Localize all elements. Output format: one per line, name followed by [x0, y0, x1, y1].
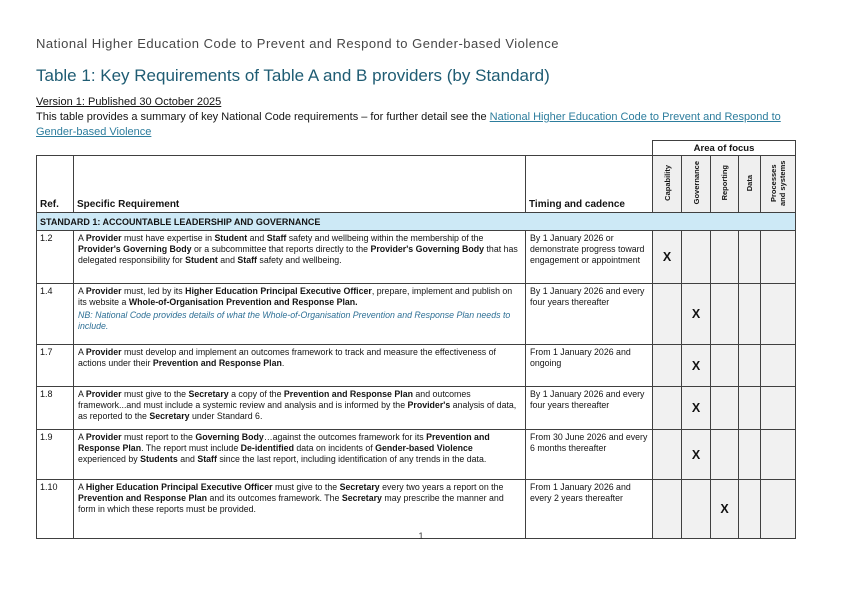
- requirement-bold-text: Gender-based Violence: [375, 443, 473, 453]
- requirement-cell: [74, 480, 526, 539]
- focus-cell-reporting: [711, 387, 739, 430]
- section-row-standard-1: [37, 213, 796, 231]
- requirement-bold-text: Staff: [266, 233, 287, 243]
- requirement-bold-text: Governing Body: [195, 432, 264, 442]
- requirement-bold-text: Secretary: [339, 482, 380, 492]
- focus-cell-governance: [682, 480, 711, 539]
- requirement-text: and: [217, 255, 238, 265]
- requirement-cell: [74, 430, 526, 480]
- requirement-text: and its outcomes framework. The: [207, 493, 342, 503]
- focus-mark: X: [691, 401, 701, 415]
- rotated-column-label: Data: [745, 174, 755, 192]
- requirement-text: A: [78, 286, 86, 296]
- focus-cell-governance: [682, 284, 711, 345]
- requirement-cell: [74, 284, 526, 345]
- area-of-focus-row: [37, 141, 796, 156]
- requirement-bold-text: Staff: [197, 454, 217, 464]
- focus-cell-processes-and-systems: [761, 480, 796, 539]
- national-code-link[interactable]: National Higher Education Code to Prevent and Respond to Gender-based Violence: [36, 111, 781, 138]
- requirement-text: A: [78, 482, 86, 492]
- requirement-text: A: [78, 389, 86, 399]
- focus-cell-capability: [653, 284, 682, 345]
- requirement-bold-text: De-identified: [240, 443, 294, 453]
- focus-cell-governance: [682, 387, 711, 430]
- focus-mark: X: [691, 307, 701, 321]
- column-header-row: [37, 156, 796, 213]
- requirement-text: must give to the: [121, 389, 189, 399]
- ref-cell: 1.10: [37, 480, 74, 539]
- rotated-column-label: Governance: [691, 161, 701, 205]
- requirement-text: may prescribe the manner and form in which these reports must be provided.: [78, 493, 504, 514]
- area-of-focus-header: Area of focus: [653, 141, 796, 156]
- focus-cell-data: [739, 345, 761, 387]
- requirement-text: every two years a report on the: [379, 482, 504, 492]
- col-header-capability: [653, 156, 682, 213]
- requirement-text: A: [78, 347, 86, 357]
- col-header-data: [739, 156, 761, 213]
- ref-cell: 1.4: [37, 284, 74, 345]
- col-header-processes-and-systems: [761, 156, 796, 213]
- section-header-standard-1: STANDARD 1: ACCOUNTABLE LEADERSHIP AND GOVERNANCE: [37, 213, 796, 231]
- table-row-1.7: [37, 345, 796, 387]
- requirement-text: that has delegated responsibility for: [78, 244, 518, 265]
- focus-cell-processes-and-systems: [761, 430, 796, 480]
- header-spacer: [37, 141, 653, 156]
- document-header: National Higher Education Code to Prevent and Respond to Gender-based Violence: [36, 36, 559, 51]
- requirement-bold-text: Secretary: [188, 389, 229, 399]
- col-header-reporting: [711, 156, 739, 213]
- focus-cell-processes-and-systems: [761, 387, 796, 430]
- focus-cell-capability: [653, 387, 682, 430]
- col-header-ref: Ref.: [37, 156, 74, 213]
- requirement-bold-text: Whole-of-Organisation Prevention and Response Plan.: [128, 297, 358, 307]
- requirement-bold-text: Provider: [85, 233, 122, 243]
- requirement-text: …against the outcomes framework for its: [263, 432, 427, 442]
- focus-mark: X: [720, 502, 729, 516]
- table-row-1.4: [37, 284, 796, 345]
- focus-cell-reporting: [711, 345, 739, 387]
- nb-note: NB: National Code provides details of what the Whole-of-Organisation Prevention and Response Plan needs to include.: [78, 310, 511, 331]
- focus-cell-capability: [653, 480, 682, 539]
- col-header-specific-requirement: Specific Requirement: [74, 156, 526, 213]
- requirement-bold-text: Secretary: [149, 411, 190, 421]
- rotated-column-label: Capability: [662, 165, 672, 201]
- requirement-bold-text: Provider: [85, 432, 122, 442]
- requirement-cell: [74, 231, 526, 284]
- requirements-table: [36, 140, 796, 539]
- focus-mark: X: [662, 250, 672, 264]
- requirement-text: a copy of the: [228, 389, 284, 399]
- requirement-bold-text: Provider: [85, 286, 122, 296]
- timing-cell: From 30 June 2026 and every 6 months thereafter: [526, 430, 653, 480]
- requirement-cell: [74, 345, 526, 387]
- focus-cell-capability: [653, 430, 682, 480]
- focus-cell-reporting: [711, 430, 739, 480]
- focus-cell-capability: [653, 345, 682, 387]
- requirement-text: . The report must include: [141, 443, 241, 453]
- focus-cell-data: [739, 430, 761, 480]
- table-row-1.2: [37, 231, 796, 284]
- table-row-1.9: [37, 430, 796, 480]
- intro-text: This table provides a summary of key National Code requirements – for further detail see the: [36, 111, 490, 123]
- focus-cell-processes-and-systems: [761, 284, 796, 345]
- requirement-bold-text: Provider: [85, 347, 122, 357]
- col-header-governance: [682, 156, 711, 213]
- requirement-bold-text: Prevention and Response Plan: [78, 432, 490, 453]
- requirement-bold-text: Higher Education Principal Executive Officer: [85, 482, 273, 492]
- requirement-text: must have expertise in: [121, 233, 215, 243]
- requirement-bold-text: Provider's Governing Body: [370, 244, 485, 254]
- requirement-bold-text: Prevention and Response Plan: [152, 358, 282, 368]
- focus-cell-data: [739, 284, 761, 345]
- requirement-bold-text: Prevention and Response Plan: [78, 493, 208, 503]
- requirement-bold-text: Higher Education Principal Executive Officer: [185, 286, 372, 296]
- table-row-1.8: [37, 387, 796, 430]
- ref-cell: 1.2: [37, 231, 74, 284]
- requirement-cell: [74, 387, 526, 430]
- timing-cell: By 1 January 2026 and every four years thereafter: [526, 284, 653, 345]
- requirement-text: and outcomes framework...and must include a systemic review and analysis and is informed by the: [78, 389, 471, 410]
- col-header-timing-and-cadence: Timing and cadence: [526, 156, 653, 213]
- focus-cell-capability: [653, 231, 682, 284]
- requirement-text: A: [78, 432, 86, 442]
- focus-cell-data: [739, 231, 761, 284]
- focus-cell-processes-and-systems: [761, 345, 796, 387]
- timing-cell: By 1 January 2026 or demonstrate progress toward engagement or appointment: [526, 231, 653, 284]
- requirement-bold-text: Provider's Governing Body: [78, 244, 192, 254]
- requirement-text: and: [247, 233, 267, 243]
- requirement-text: A: [78, 233, 86, 243]
- intro-paragraph: [36, 110, 808, 139]
- requirement-bold-text: Staff: [237, 255, 257, 265]
- requirement-text: or a subcommittee that reports directly to the: [191, 244, 371, 254]
- requirement-text: under Standard 6.: [189, 411, 263, 421]
- focus-mark: X: [691, 358, 701, 373]
- requirement-bold-text: Prevention and Response Plan: [283, 389, 413, 399]
- timing-cell: From 1 January 2026 and ongoing: [526, 345, 653, 387]
- version-line: Version 1: Published 30 October 2025: [36, 96, 222, 108]
- ref-cell: 1.7: [37, 345, 74, 387]
- requirement-text: data on incidents of: [293, 443, 376, 453]
- rotated-column-label: Reporting: [720, 165, 730, 201]
- ref-cell: 1.9: [37, 430, 74, 480]
- requirement-bold-text: Provider's: [407, 400, 451, 410]
- requirement-text: must report to the: [121, 432, 196, 442]
- ref-cell: 1.8: [37, 387, 74, 430]
- requirement-text: since the last report, including identification of any trends in the data.: [216, 454, 487, 464]
- focus-cell-reporting: [711, 480, 739, 539]
- requirement-bold-text: Student: [185, 255, 218, 265]
- focus-cell-data: [739, 387, 761, 430]
- rotated-column-label: Processes and systems: [769, 160, 788, 206]
- requirement-text: safety and wellbeing within the membership of the: [286, 233, 484, 243]
- requirement-bold-text: Students: [140, 454, 178, 464]
- requirement-text: must give to the: [272, 482, 340, 492]
- requirement-text: must, led by its: [121, 286, 186, 296]
- focus-cell-reporting: [711, 231, 739, 284]
- table-row-1.10: [37, 480, 796, 539]
- requirement-bold-text: Secretary: [341, 493, 382, 503]
- focus-cell-reporting: [711, 284, 739, 345]
- page-number: 1: [418, 531, 424, 541]
- timing-cell: From 1 January 2026 and every 2 years thereafter: [526, 480, 653, 539]
- timing-cell: By 1 January 2026 and every four years thereafter: [526, 387, 653, 430]
- focus-cell-data: [739, 480, 761, 539]
- focus-cell-governance: [682, 231, 711, 284]
- page-title: Table 1: Key Requirements of Table A and B providers (by Standard): [36, 66, 550, 85]
- focus-cell-governance: [682, 345, 711, 387]
- requirement-text: experienced by: [78, 454, 141, 464]
- requirement-text: analysis of data, as reported to the: [78, 400, 517, 421]
- requirement-bold-text: Student: [214, 233, 248, 243]
- requirement-text: safety and wellbeing.: [256, 255, 342, 265]
- requirement-text: , prepare, implement and publish on its website a: [78, 286, 513, 307]
- requirement-bold-text: Provider: [85, 389, 122, 399]
- focus-cell-governance: [682, 430, 711, 480]
- focus-mark: X: [691, 447, 701, 462]
- focus-cell-processes-and-systems: [761, 231, 796, 284]
- requirement-text: .: [281, 358, 285, 368]
- requirement-text: and: [177, 454, 198, 464]
- requirement-text: must develop and implement an outcomes framework to track and measure the effectiveness of actions under their: [78, 347, 496, 368]
